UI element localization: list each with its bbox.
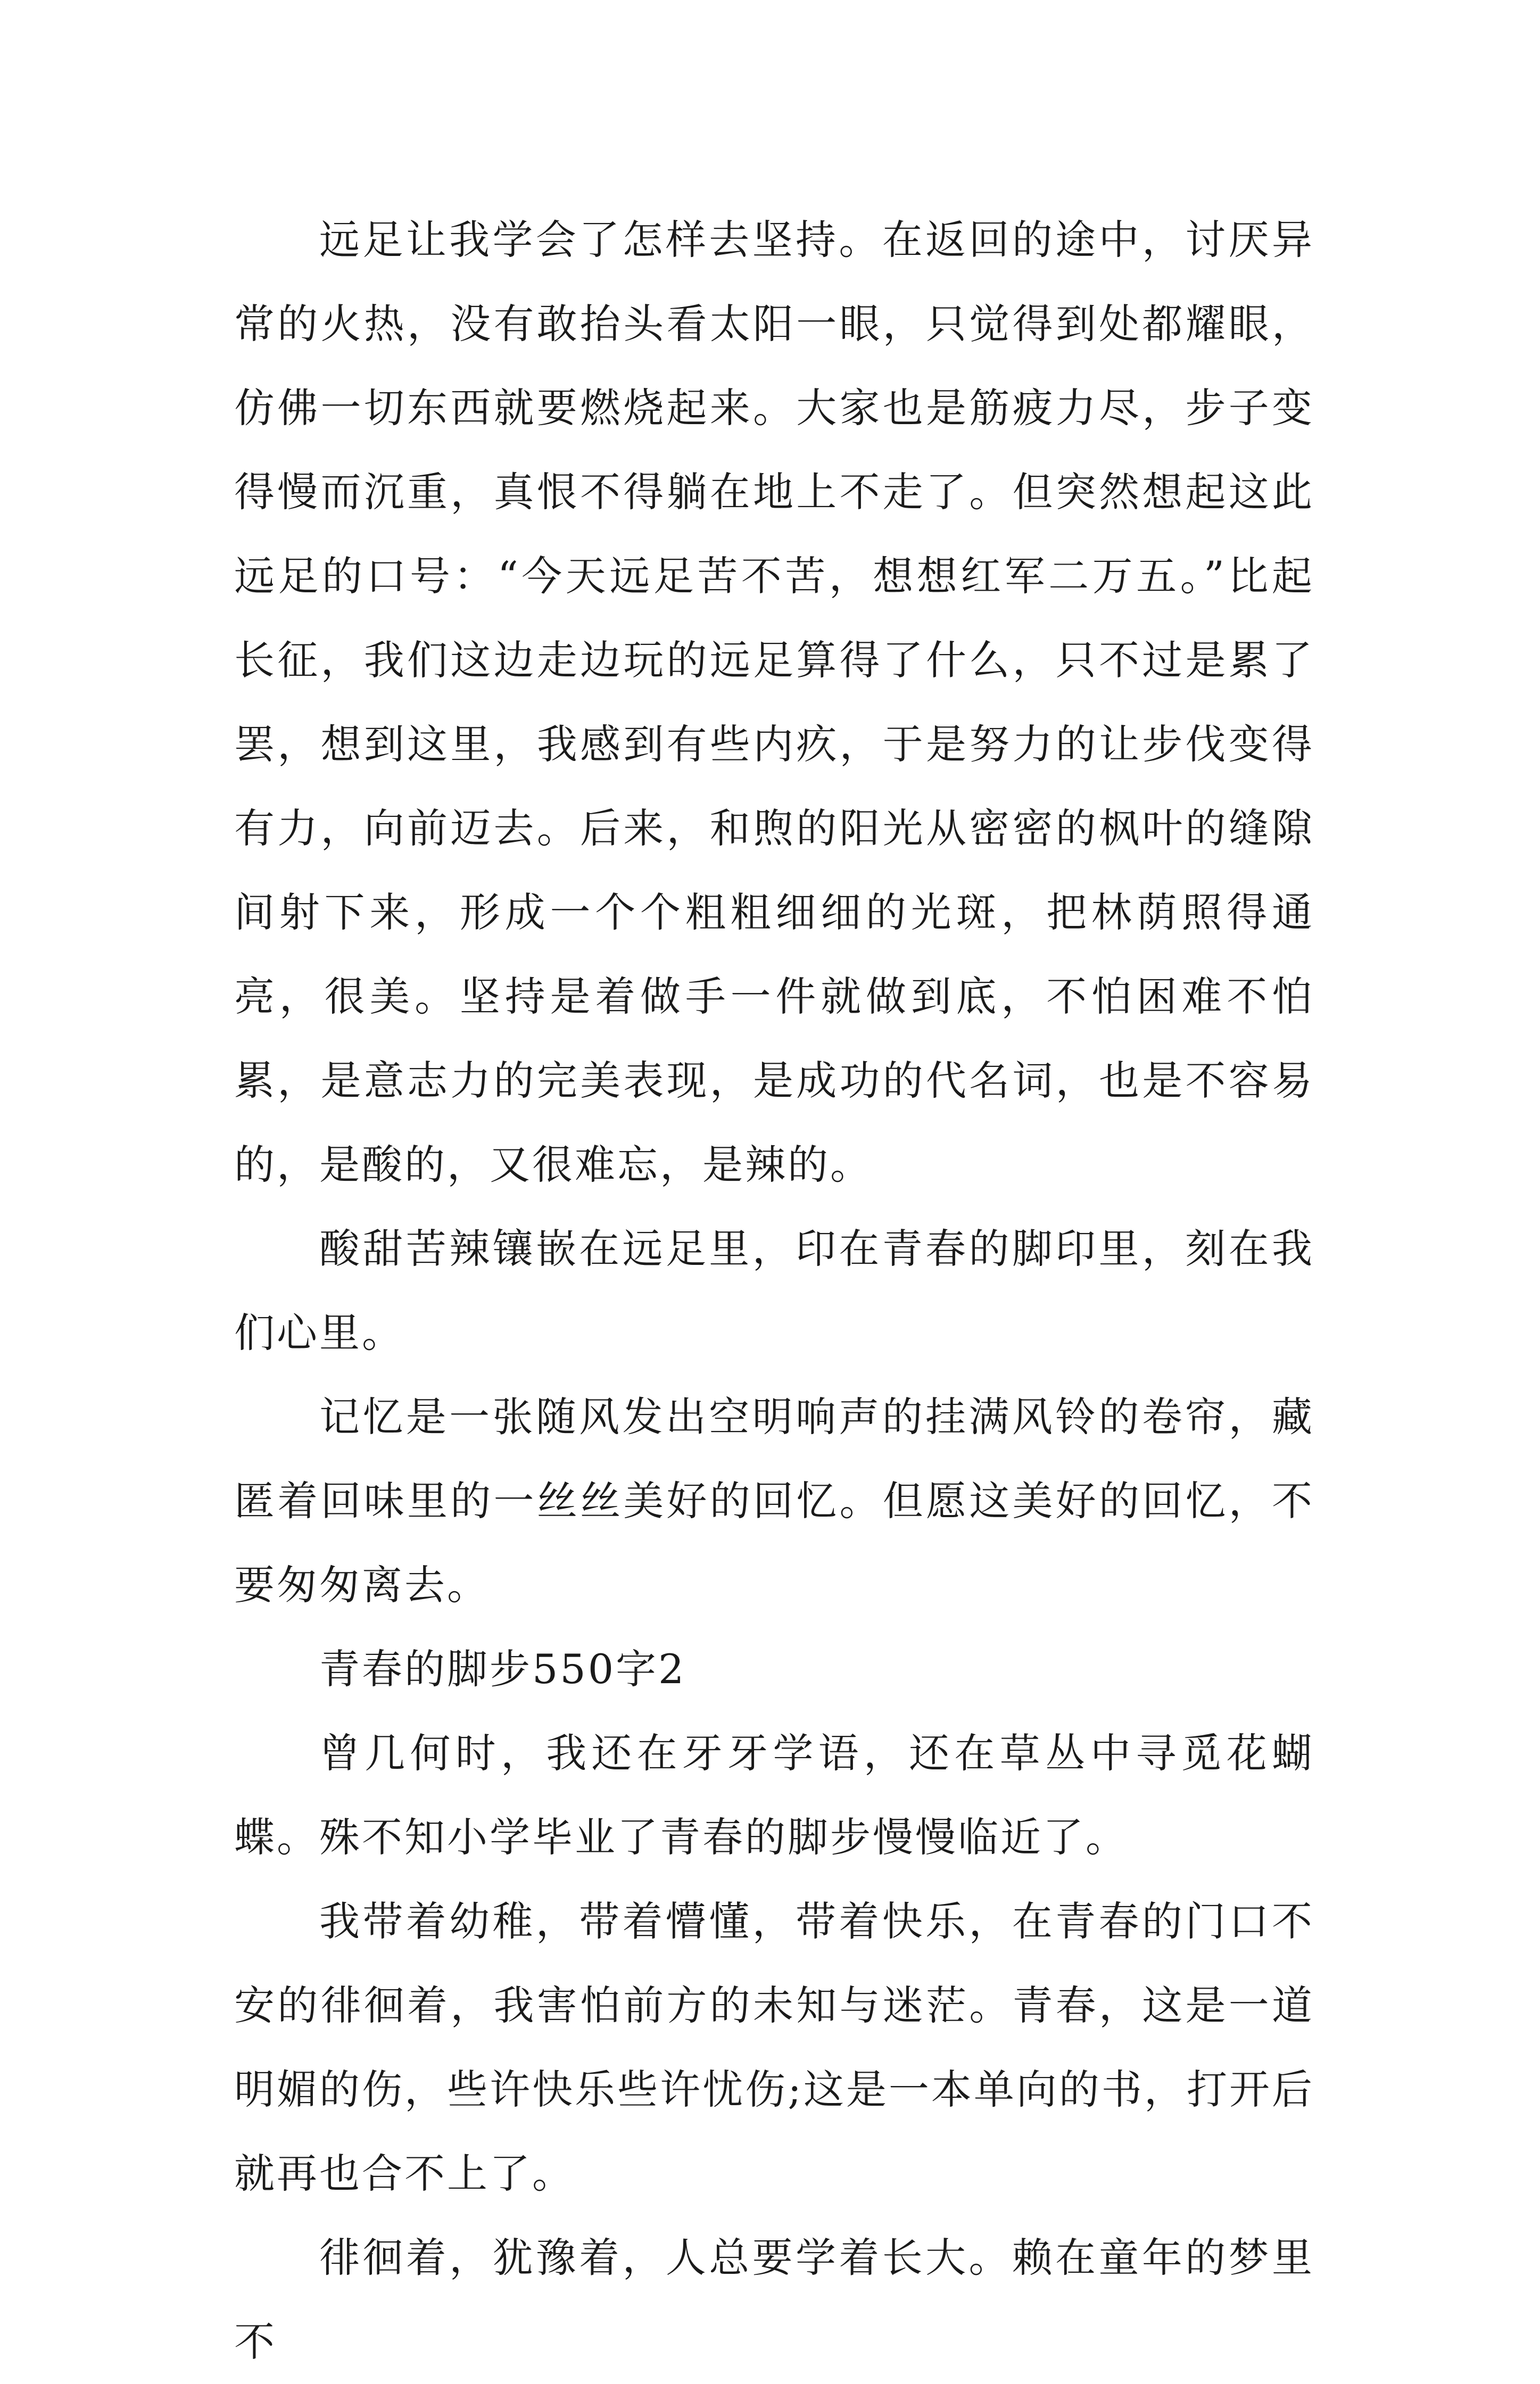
- paragraph-youth-door: 我带着幼稚，带着懵懂，带着快乐，在青春的门口不安的徘徊着，我害怕前方的未知与迷茫。青春，这是一道明媚的伤，些许快乐些许忧伤;这是一本单向的书，打开后就再也合不上了。: [234, 1898, 1314, 2197]
- paragraph-growing-up: 徘徊着，犹豫着，人总要学着长大。赖在童年的梦里不: [234, 2234, 1314, 2365]
- paragraph-persistence: 远足让我学会了怎样去坚持。在返回的途中，讨厌异常的火热，没有敢抬头看太阳一眼，只觉得到处都耀眼，仿佛一切东西就要燃烧起来。大家也是筋疲力尽，步子变得慢而沉重，真恨不得躺在地上不走了。但突然想起这此远足的口号：“今天远足苦不苦，想想红军二万五。”比起长征，我们这边走边玩的远足算得了什么，只不过是累了罢，想到这里，我感到有些内疚，于是努力的让步伐变得有力，向前迈去。后来，和煦的阳光从密密的枫叶的缝隙间射下来，形成一个个粗粗细细的光斑，把林荫照得通亮，很美。坚持是着做手一件就做到底，不怕困难不怕累，是意志力的完美表现，是成功的代名词，也是不容易的，是酸的，又很难忘，是辣的。: [234, 216, 1314, 1188]
- document-body: [234, 198, 1314, 2384]
- section-heading: 青春的脚步550字2: [319, 1645, 686, 1693]
- paragraph-flavors: 酸甜苦辣镶嵌在远足里，印在青春的脚印里，刻在我们心里。: [234, 1225, 1314, 1356]
- paragraph-childhood: 曾几何时，我还在牙牙学语，还在草丛中寻觅花蝴蝶。殊不知小学毕业了青春的脚步慢慢临近了。: [234, 1729, 1314, 1861]
- paragraph-memory: 记忆是一张随风发出空明响声的挂满风铃的卷帘，藏匿着回味里的一丝丝美好的回忆。但愿这美好的回忆，不要匆匆离去。: [234, 1393, 1314, 1609]
